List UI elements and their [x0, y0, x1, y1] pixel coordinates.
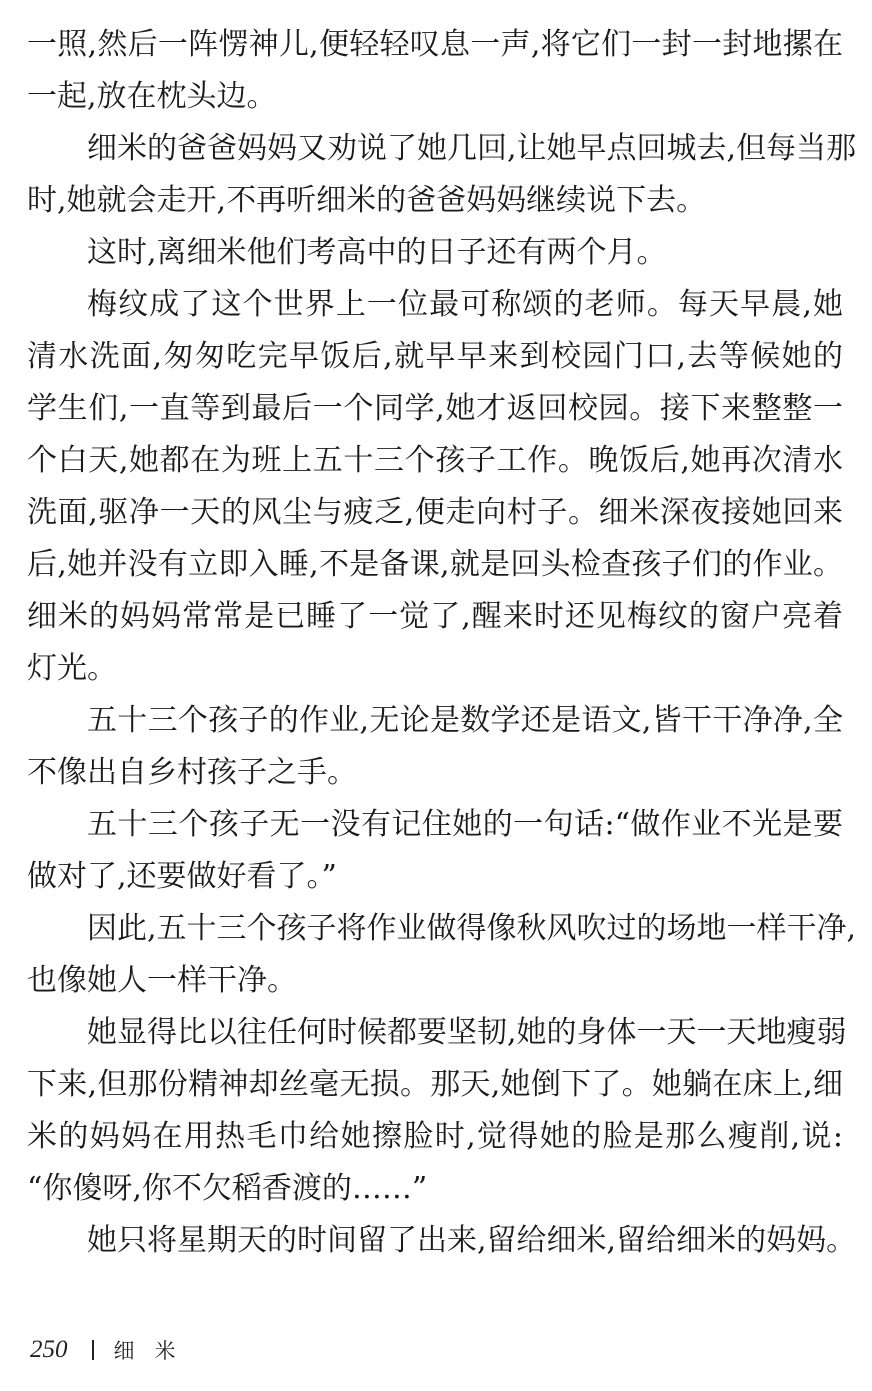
text-line: 灯光。 — [27, 651, 117, 686]
text-line: 学生们,一直等到最后一个同学,她才返回校园。接下来整整一 — [27, 391, 843, 426]
paragraph — [27, 799, 843, 903]
text-line: 她只将星期天的时间留了出来,留给细米,留给细米的妈妈。 — [87, 1223, 857, 1258]
body-text — [27, 19, 857, 1267]
text-line: 不像出自乡村孩子之手。 — [27, 755, 357, 790]
text-line: 洗面,驱净一天的风尘与疲乏,便走向村子。细米深夜接她回来 — [27, 495, 843, 530]
paragraph — [27, 19, 843, 123]
text-line: 五十三个孩子无一没有记住她的一句话:“做作业不光是要 — [87, 807, 843, 842]
text-line: 清水洗面,匆匆吃完早饭后,就早早来到校园门口,去等候她的 — [27, 339, 843, 374]
paragraph — [27, 123, 857, 227]
text-line: 一照,然后一阵愣神儿,便轻轻叹息一声,将它们一封一封地摞在 — [27, 27, 843, 62]
paragraph — [27, 1007, 847, 1215]
text-line: 时,她就会走开,不再听细米的爸爸妈妈继续说下去。 — [27, 183, 707, 218]
footer-divider — [92, 1340, 94, 1360]
page-footer — [30, 1330, 196, 1370]
page-number: 250 — [30, 1336, 68, 1363]
text-line: 下来,但那份精神却丝毫无损。那天,她倒下了。她躺在床上,细 — [27, 1067, 843, 1102]
text-line: 细米的爸爸妈妈又劝说了她几回,让她早点回城去,但每当那 — [87, 131, 857, 166]
text-line: 做对了,还要做好看了。” — [27, 859, 337, 894]
text-line: 一起,放在枕头边。 — [27, 79, 277, 114]
paragraph — [27, 903, 857, 1007]
text-line: “你傻呀,你不欠稻香渡的……” — [27, 1171, 428, 1206]
text-line: 后,她并没有立即入睡,不是备课,就是回头检查孩子们的作业。 — [27, 547, 843, 582]
text-line: 五十三个孩子的作业,无论是数学还是语文,皆干干净净,全 — [87, 703, 843, 738]
text-line: 细米的妈妈常常是已睡了一觉了,醒来时还见梅纹的窗户亮着 — [27, 599, 843, 634]
paragraph — [27, 227, 843, 279]
text-line: 她显得比以往任何时候都要坚韧,她的身体一天一天地瘦弱 — [87, 1015, 847, 1050]
text-line: 个白天,她都在为班上五十三个孩子工作。晚饭后,她再次清水 — [27, 443, 843, 478]
text-line: 这时,离细米他们考高中的日子还有两个月。 — [87, 235, 667, 270]
paragraph — [27, 695, 843, 799]
text-line: 因此,五十三个孩子将作业做得像秋风吹过的场地一样干净, — [87, 911, 857, 946]
paragraph — [27, 279, 843, 695]
paragraph — [27, 1215, 857, 1267]
book-title: 细米 — [113, 1339, 196, 1363]
text-line: 也像她人一样干净。 — [27, 963, 297, 998]
text-line: 梅纹成了这个世界上一位最可称颂的老师。每天早晨,她 — [87, 287, 843, 322]
text-line: 米的妈妈在用热毛巾给她擦脸时,觉得她的脸是那么瘦削,说: — [27, 1119, 843, 1154]
